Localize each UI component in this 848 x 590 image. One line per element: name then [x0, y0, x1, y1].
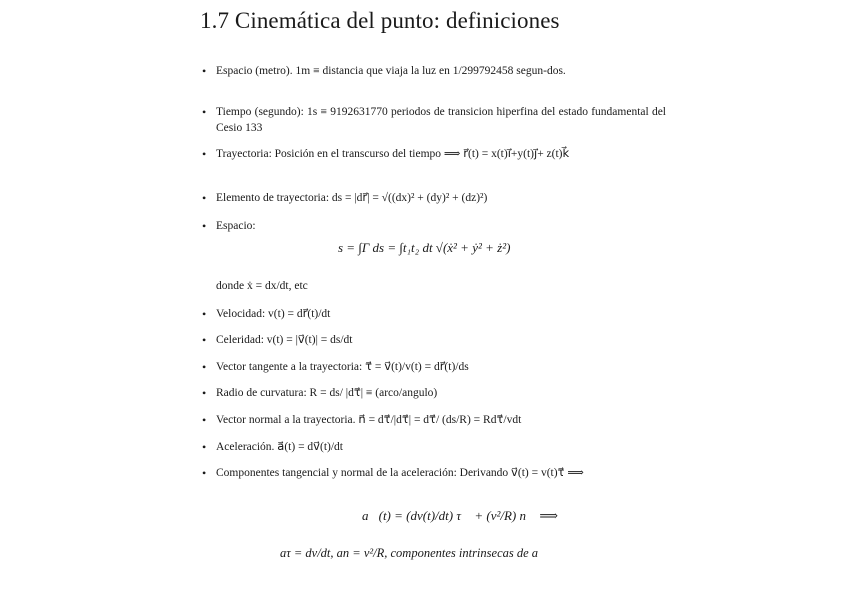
bullet-icon: •: [202, 413, 207, 427]
bullet-icon: •: [202, 386, 207, 400]
item-text: Celeridad: v(t) = |v⃗(t)| = ds/dt: [216, 334, 353, 346]
list-item: [204, 359, 666, 375]
list-item: [204, 63, 666, 79]
list-item: [204, 332, 666, 348]
item-text: Componentes tangencial y normal de la aceleración: Derivando v⃗(t) = v(t)τ⃗ ⟹: [216, 467, 584, 479]
bullet-icon: •: [202, 440, 207, 454]
item-text: Radio de curvatura: R = ds/ |dτ⃗| ≡ (arco/angulo): [216, 387, 438, 399]
item-text: Vector normal a la trayectoria. n⃗ = dτ⃗/|dτ⃗| = dτ⃗/ (ds/R) = Rdτ⃗/vdt: [216, 414, 522, 426]
list-item: [204, 412, 666, 428]
item-text: Espacio:: [216, 220, 256, 232]
bullet-icon: •: [202, 64, 207, 78]
list-item: [204, 439, 666, 455]
list-item: [204, 306, 666, 322]
bullet-icon: •: [202, 191, 207, 205]
item-text: Velocidad: v(t) = dr⃗(t)/dt: [216, 308, 331, 320]
item-text: Tiempo (segundo): 1s ≡ 9192631770 periodos de transicion hiperfina del estado fundamental del Cesio 133: [216, 106, 666, 134]
item-text: Elemento de trayectoria: ds = |dr⃗| = √((dx)² + (dy)² + (dz)²): [216, 192, 488, 204]
components-equation: aτ = dv/dt, an = v²/R, componentes intrinsecas de a⃗: [280, 546, 548, 560]
list-item: [204, 104, 666, 136]
list-item: [204, 465, 666, 481]
bullet-icon: •: [202, 105, 207, 119]
space-equation: s = ∫Γ ds = ∫t₁t₂ dt √(ẋ² + ẏ² + ż²): [338, 240, 511, 255]
list-item: [204, 385, 666, 401]
bullet-icon: •: [202, 466, 207, 480]
item-text: Aceleración. a⃗(t) = dv⃗(t)/dt: [216, 441, 343, 453]
bullet-icon: •: [202, 147, 207, 161]
bullet-icon: •: [202, 307, 207, 321]
bullet-icon: •: [202, 360, 207, 374]
section-title: 1.7 Cinemática del punto: definiciones: [200, 8, 560, 33]
list-item: [204, 146, 666, 162]
bullet-icon: •: [202, 219, 207, 233]
item-text: Trayectoria: Posición en el transcurso del tiempo ⟹ r⃗(t) = x(t)i⃗+y(t)j⃗+ z(t)k⃗: [216, 148, 570, 160]
list-item: [204, 218, 666, 234]
list-item: [204, 190, 666, 206]
bullet-icon: •: [202, 333, 207, 347]
item-text: Espacio (metro). 1m ≡ distancia que viaja la luz en 1/299792458 segun-dos.: [216, 65, 566, 77]
acceleration-equation: a⃗(t) = (dv(t)/dt) τ⃗ + (v²/R) n⃗ ⟹: [362, 508, 558, 523]
item-text: Vector tangente a la trayectoria: τ⃗ = v⃗(t)/v(t) = dr⃗(t)/ds: [216, 361, 469, 373]
donde-note: donde ẋ = dx/dt, etc: [216, 280, 308, 292]
